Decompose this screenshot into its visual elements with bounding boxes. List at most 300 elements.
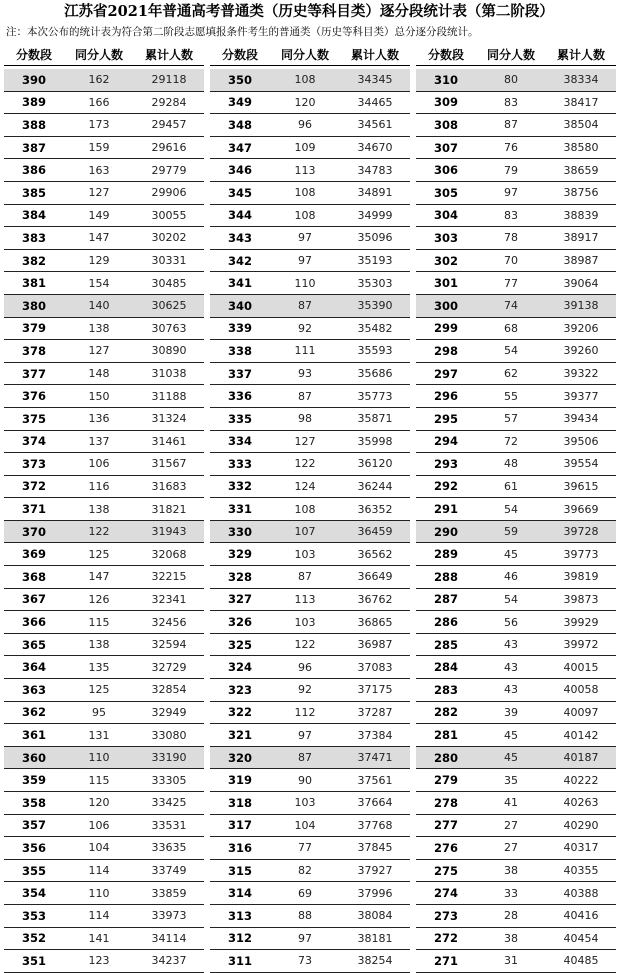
total-cell: 34999 <box>357 208 393 222</box>
table-row <box>4 69 204 92</box>
total-cell: 37384 <box>357 728 393 742</box>
table-row <box>416 634 616 657</box>
score-cell: 343 <box>227 230 252 245</box>
table-row <box>210 227 410 250</box>
total-cell: 39138 <box>563 299 599 313</box>
count-cell: 93 <box>298 367 312 381</box>
score-cell: 330 <box>227 524 252 539</box>
score-cell: 358 <box>21 795 46 810</box>
table-row <box>4 543 204 566</box>
table-row <box>416 656 616 679</box>
total-cell: 32854 <box>151 683 187 697</box>
total-cell: 40388 <box>563 886 599 900</box>
total-cell: 35871 <box>357 412 393 426</box>
count-cell: 54 <box>504 344 518 358</box>
score-cell: 297 <box>433 366 458 381</box>
total-cell: 39615 <box>563 479 599 493</box>
total-cell: 38334 <box>563 73 599 87</box>
table-row <box>210 295 410 318</box>
count-cell: 113 <box>294 163 316 177</box>
score-cell: 385 <box>21 185 46 200</box>
count-cell: 74 <box>504 299 518 313</box>
total-cell: 39260 <box>563 344 599 358</box>
count-cell: 122 <box>294 457 316 471</box>
count-cell: 88 <box>298 909 312 923</box>
total-cell: 34465 <box>357 95 393 109</box>
score-cell: 300 <box>433 298 458 313</box>
total-cell: 31038 <box>151 367 187 381</box>
table-row <box>4 476 204 499</box>
table-row <box>416 815 616 838</box>
table-row <box>4 747 204 770</box>
table-row <box>210 318 410 341</box>
total-cell: 34114 <box>151 931 187 945</box>
count-cell: 43 <box>504 638 518 652</box>
score-cell: 361 <box>21 728 46 743</box>
table-row <box>4 431 204 454</box>
score-cell: 287 <box>433 592 458 607</box>
table-row <box>210 589 410 612</box>
total-cell: 30055 <box>151 208 187 222</box>
score-cell: 276 <box>433 840 458 855</box>
count-cell: 97 <box>298 728 312 742</box>
count-cell: 141 <box>88 931 110 945</box>
score-cell: 281 <box>433 728 458 743</box>
score-cell: 303 <box>433 230 458 245</box>
total-cell: 32456 <box>151 615 187 629</box>
count-cell: 92 <box>298 321 312 335</box>
total-cell: 37287 <box>357 705 393 719</box>
table-row <box>416 295 616 318</box>
count-cell: 68 <box>504 321 518 335</box>
table-body <box>210 69 410 973</box>
count-cell: 129 <box>88 254 110 268</box>
table-row <box>416 702 616 725</box>
header-score: 分数段 <box>427 48 464 62</box>
table-row <box>416 250 616 273</box>
total-cell: 40416 <box>563 909 599 923</box>
total-cell: 35593 <box>357 344 393 358</box>
score-cell: 364 <box>21 660 46 675</box>
header-count: 同分人数 <box>280 48 329 62</box>
total-cell: 34891 <box>357 186 393 200</box>
table-row <box>210 950 410 973</box>
count-cell: 110 <box>88 751 110 765</box>
score-cell: 378 <box>21 343 46 358</box>
count-cell: 162 <box>88 73 110 87</box>
score-cell: 342 <box>227 253 252 268</box>
total-cell: 29616 <box>151 141 187 155</box>
count-cell: 103 <box>294 796 316 810</box>
count-cell: 120 <box>294 95 316 109</box>
score-cell: 353 <box>21 908 46 923</box>
score-cell: 298 <box>433 343 458 358</box>
score-cell: 315 <box>227 863 252 878</box>
score-cell: 332 <box>227 479 252 494</box>
table-row <box>416 137 616 160</box>
score-cell: 370 <box>21 524 46 539</box>
total-cell: 33973 <box>151 909 187 923</box>
table-row <box>416 114 616 137</box>
table-row <box>416 589 616 612</box>
score-cell: 338 <box>227 343 252 358</box>
score-cell: 294 <box>433 434 458 449</box>
total-cell: 34345 <box>357 73 393 87</box>
score-cell: 302 <box>433 253 458 268</box>
total-cell: 36865 <box>357 615 393 629</box>
count-cell: 150 <box>88 389 110 403</box>
table-row <box>416 860 616 883</box>
score-cell: 373 <box>21 456 46 471</box>
count-cell: 173 <box>88 118 110 132</box>
table-row <box>4 702 204 725</box>
table-row <box>4 92 204 115</box>
count-cell: 110 <box>88 886 110 900</box>
table-row <box>4 815 204 838</box>
score-cell: 322 <box>227 705 252 720</box>
score-cell: 381 <box>21 276 46 291</box>
total-cell: 36762 <box>357 592 393 606</box>
table-row <box>210 724 410 747</box>
score-cell: 318 <box>227 795 252 810</box>
score-cell: 316 <box>227 840 252 855</box>
table-row <box>210 702 410 725</box>
header-total: 累计人数 <box>350 48 399 62</box>
total-cell: 33749 <box>151 864 187 878</box>
total-cell: 31683 <box>151 479 187 493</box>
count-cell: 87 <box>298 570 312 584</box>
table-row <box>416 159 616 182</box>
count-cell: 87 <box>298 751 312 765</box>
count-cell: 104 <box>294 818 316 832</box>
score-cell: 367 <box>21 592 46 607</box>
score-cell: 284 <box>433 660 458 675</box>
score-cell: 339 <box>227 321 252 336</box>
table-row <box>4 634 204 657</box>
table-row <box>210 634 410 657</box>
total-cell: 33305 <box>151 773 187 787</box>
table-row <box>416 566 616 589</box>
count-cell: 45 <box>504 728 518 742</box>
count-cell: 62 <box>504 367 518 381</box>
score-cell: 345 <box>227 185 252 200</box>
count-cell: 135 <box>88 660 110 674</box>
count-cell: 98 <box>298 412 312 426</box>
score-cell: 357 <box>21 818 46 833</box>
table-row <box>416 543 616 566</box>
total-cell: 31324 <box>151 412 187 426</box>
total-cell: 38254 <box>357 954 393 968</box>
total-cell: 33190 <box>151 751 187 765</box>
count-cell: 166 <box>88 95 110 109</box>
table-note: 注：本次公布的统计表为符合第二阶段志愿填报条件考生的普通类（历史等科目类）总分逐分段统计。 <box>6 26 479 38</box>
score-cell: 320 <box>227 750 252 765</box>
table-row <box>416 385 616 408</box>
count-cell: 56 <box>504 615 518 629</box>
count-cell: 124 <box>294 479 316 493</box>
count-cell: 43 <box>504 660 518 674</box>
table-row <box>4 611 204 634</box>
table-row <box>4 363 204 386</box>
table-row <box>4 385 204 408</box>
total-cell: 33425 <box>151 796 187 810</box>
total-cell: 37996 <box>357 886 393 900</box>
score-cell: 327 <box>227 592 252 607</box>
count-cell: 31 <box>504 954 518 968</box>
score-table-panel-1 <box>4 44 204 973</box>
count-cell: 125 <box>88 547 110 561</box>
count-cell: 120 <box>88 796 110 810</box>
count-cell: 149 <box>88 208 110 222</box>
score-cell: 325 <box>227 637 252 652</box>
score-cell: 311 <box>227 953 252 968</box>
table-row <box>210 250 410 273</box>
header-total: 累计人数 <box>556 48 605 62</box>
total-cell: 31567 <box>151 457 187 471</box>
score-cell: 313 <box>227 908 252 923</box>
table-row <box>210 860 410 883</box>
count-cell: 138 <box>88 321 110 335</box>
count-cell: 43 <box>504 683 518 697</box>
score-cell: 344 <box>227 208 252 223</box>
score-cell: 377 <box>21 366 46 381</box>
score-cell: 363 <box>21 682 46 697</box>
table-row <box>4 928 204 951</box>
table-row <box>416 272 616 295</box>
count-cell: 113 <box>294 592 316 606</box>
score-cell: 321 <box>227 728 252 743</box>
total-cell: 39554 <box>563 457 599 471</box>
table-row <box>4 521 204 544</box>
score-cell: 329 <box>227 547 252 562</box>
table-row <box>416 431 616 454</box>
score-cell: 387 <box>21 140 46 155</box>
count-cell: 54 <box>504 592 518 606</box>
score-cell: 365 <box>21 637 46 652</box>
total-cell: 32594 <box>151 638 187 652</box>
count-cell: 103 <box>294 615 316 629</box>
total-cell: 37927 <box>357 864 393 878</box>
table-row <box>210 815 410 838</box>
count-cell: 77 <box>298 841 312 855</box>
table-row <box>4 227 204 250</box>
table-header <box>416 44 616 66</box>
table-header <box>210 44 410 66</box>
count-cell: 115 <box>88 615 110 629</box>
score-cell: 290 <box>433 524 458 539</box>
count-cell: 96 <box>298 660 312 674</box>
score-cell: 390 <box>21 72 46 87</box>
count-cell: 108 <box>294 186 316 200</box>
table-row <box>210 363 410 386</box>
count-cell: 38 <box>504 931 518 945</box>
score-cell: 305 <box>433 185 458 200</box>
table-body <box>4 69 204 973</box>
total-cell: 29779 <box>151 163 187 177</box>
total-cell: 32949 <box>151 705 187 719</box>
score-cell: 389 <box>21 95 46 110</box>
count-cell: 127 <box>88 344 110 358</box>
total-cell: 31821 <box>151 502 187 516</box>
table-row <box>416 521 616 544</box>
count-cell: 73 <box>298 954 312 968</box>
score-cell: 337 <box>227 366 252 381</box>
total-cell: 40058 <box>563 683 599 697</box>
total-cell: 35096 <box>357 231 393 245</box>
table-row <box>4 159 204 182</box>
count-cell: 90 <box>298 773 312 787</box>
table-row <box>4 340 204 363</box>
total-cell: 39819 <box>563 570 599 584</box>
count-cell: 39 <box>504 705 518 719</box>
table-row <box>210 566 410 589</box>
table-row <box>210 792 410 815</box>
total-cell: 30331 <box>151 254 187 268</box>
total-cell: 30625 <box>151 299 187 313</box>
score-table-panel-3 <box>416 44 616 973</box>
table-row <box>416 318 616 341</box>
total-cell: 37664 <box>357 796 393 810</box>
table-row <box>210 928 410 951</box>
score-cell: 349 <box>227 95 252 110</box>
total-cell: 39064 <box>563 276 599 290</box>
count-cell: 127 <box>294 434 316 448</box>
count-cell: 112 <box>294 705 316 719</box>
count-cell: 57 <box>504 412 518 426</box>
table-body <box>416 69 616 973</box>
total-cell: 38181 <box>357 931 393 945</box>
count-cell: 27 <box>504 818 518 832</box>
score-cell: 310 <box>433 72 458 87</box>
table-row <box>210 431 410 454</box>
count-cell: 106 <box>88 457 110 471</box>
total-cell: 39873 <box>563 592 599 606</box>
count-cell: 138 <box>88 502 110 516</box>
total-cell: 39206 <box>563 321 599 335</box>
total-cell: 35303 <box>357 276 393 290</box>
table-row <box>210 543 410 566</box>
total-cell: 40015 <box>563 660 599 674</box>
table-row <box>4 114 204 137</box>
score-cell: 382 <box>21 253 46 268</box>
table-row <box>210 498 410 521</box>
count-cell: 27 <box>504 841 518 855</box>
count-cell: 97 <box>504 186 518 200</box>
total-cell: 31943 <box>151 525 187 539</box>
count-cell: 108 <box>294 73 316 87</box>
score-cell: 352 <box>21 931 46 946</box>
table-row <box>4 498 204 521</box>
score-cell: 356 <box>21 840 46 855</box>
score-cell: 375 <box>21 411 46 426</box>
total-cell: 29906 <box>151 186 187 200</box>
total-cell: 36649 <box>357 570 393 584</box>
count-cell: 45 <box>504 751 518 765</box>
score-cell: 285 <box>433 637 458 652</box>
table-row <box>416 363 616 386</box>
count-cell: 87 <box>298 299 312 313</box>
count-cell: 97 <box>298 231 312 245</box>
score-cell: 306 <box>433 163 458 178</box>
total-cell: 39972 <box>563 638 599 652</box>
score-cell: 340 <box>227 298 252 313</box>
score-cell: 323 <box>227 682 252 697</box>
score-cell: 348 <box>227 117 252 132</box>
score-cell: 376 <box>21 389 46 404</box>
total-cell: 35482 <box>357 321 393 335</box>
total-cell: 40290 <box>563 818 599 832</box>
total-cell: 30763 <box>151 321 187 335</box>
count-cell: 148 <box>88 367 110 381</box>
table-row <box>416 769 616 792</box>
score-cell: 289 <box>433 547 458 562</box>
count-cell: 138 <box>88 638 110 652</box>
count-cell: 97 <box>298 931 312 945</box>
score-cell: 360 <box>21 750 46 765</box>
count-cell: 163 <box>88 163 110 177</box>
score-cell: 383 <box>21 230 46 245</box>
score-cell: 351 <box>21 953 46 968</box>
total-cell: 38580 <box>563 141 599 155</box>
score-cell: 388 <box>21 117 46 132</box>
score-cell: 301 <box>433 276 458 291</box>
total-cell: 40317 <box>563 841 599 855</box>
count-cell: 41 <box>504 796 518 810</box>
table-header <box>4 44 204 66</box>
score-cell: 374 <box>21 434 46 449</box>
count-cell: 69 <box>298 886 312 900</box>
table-row <box>4 589 204 612</box>
table-row <box>416 340 616 363</box>
total-cell: 31461 <box>151 434 187 448</box>
count-cell: 114 <box>88 864 110 878</box>
total-cell: 29118 <box>151 73 187 87</box>
table-row <box>416 950 616 973</box>
total-cell: 36120 <box>357 457 393 471</box>
page-title: 江苏省2021年普通高考普通类（历史等科目类）逐分段统计表（第二阶段） <box>64 3 554 20</box>
total-cell: 38659 <box>563 163 599 177</box>
total-cell: 29284 <box>151 95 187 109</box>
table-row <box>210 114 410 137</box>
table-row <box>4 205 204 228</box>
total-cell: 36244 <box>357 479 393 493</box>
count-cell: 147 <box>88 570 110 584</box>
total-cell: 34561 <box>357 118 393 132</box>
total-cell: 35773 <box>357 389 393 403</box>
total-cell: 32341 <box>151 592 187 606</box>
table-row <box>210 905 410 928</box>
score-cell: 346 <box>227 163 252 178</box>
table-row <box>416 498 616 521</box>
score-cell: 386 <box>21 163 46 178</box>
total-cell: 39377 <box>563 389 599 403</box>
total-cell: 32729 <box>151 660 187 674</box>
table-row <box>210 272 410 295</box>
table-row <box>416 453 616 476</box>
total-cell: 32068 <box>151 547 187 561</box>
total-cell: 40263 <box>563 796 599 810</box>
table-row <box>4 295 204 318</box>
score-cell: 335 <box>227 411 252 426</box>
score-cell: 277 <box>433 818 458 833</box>
total-cell: 32215 <box>151 570 187 584</box>
total-cell: 39728 <box>563 525 599 539</box>
score-cell: 278 <box>433 795 458 810</box>
score-cell: 282 <box>433 705 458 720</box>
count-cell: 111 <box>294 344 316 358</box>
score-cell: 275 <box>433 863 458 878</box>
table-row <box>4 250 204 273</box>
